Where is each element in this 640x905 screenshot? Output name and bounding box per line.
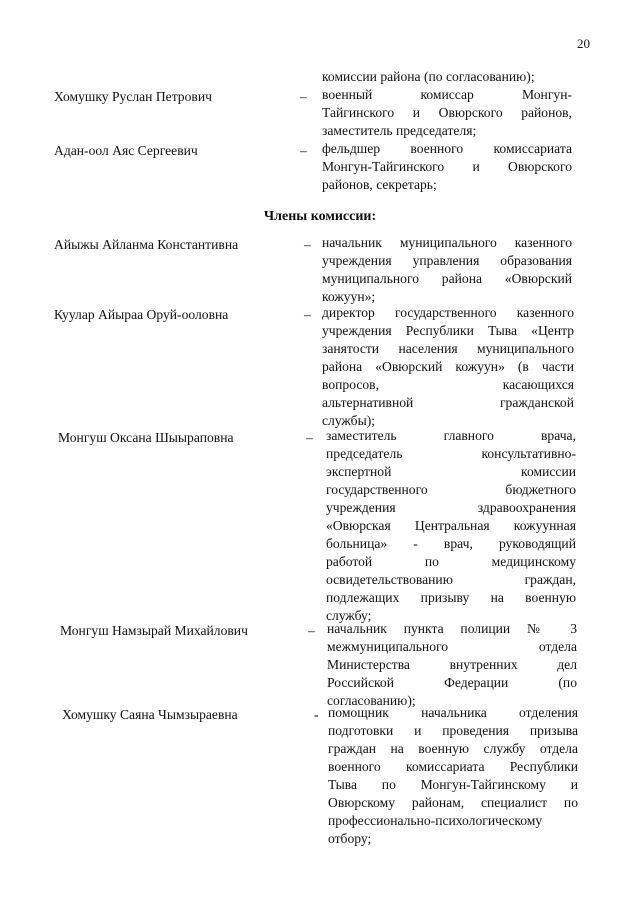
person-role xyxy=(322,140,572,194)
person-name: Монгуш Оксана Шыыраповна xyxy=(58,430,234,445)
person-name: Айыжы Айланма Константивна xyxy=(54,237,239,252)
role-line: Российской Федерации (по xyxy=(327,675,577,690)
role-line: больница» - врач, руководящий xyxy=(326,536,576,551)
role-line: Монгун-Тайгинского и Овюрского xyxy=(322,159,572,174)
role-line: профессионально-психологическому xyxy=(328,813,543,828)
role-line: военный комиссар Монгун- xyxy=(322,87,572,102)
dash: - xyxy=(314,707,319,722)
dash: – xyxy=(306,430,313,445)
role-line: альтернативной гражданской xyxy=(322,395,574,410)
person-name: Хомушку Руслан Петрович xyxy=(54,89,212,104)
role-line: занятости населения муниципального xyxy=(322,341,574,356)
role-line: граждан на военную службу отдела xyxy=(328,741,578,756)
role-line: районов, секретарь; xyxy=(322,177,437,192)
role-line: учреждения Республики Тыва «Центр xyxy=(322,323,574,338)
role-line: заместитель председателя; xyxy=(322,123,477,138)
role-line: экспертной комиссии xyxy=(326,464,576,479)
role-line: помощник начальника отделения xyxy=(328,705,578,720)
role-line: начальник пункта полиции № 3 xyxy=(327,621,577,636)
role-line: службу; xyxy=(326,608,372,623)
role-line: военного комиссариата Республики xyxy=(328,759,578,774)
role-line: «Овюрская Центральная кожуунная xyxy=(326,518,576,533)
members-heading: Члены комиссии: xyxy=(263,209,377,224)
dash: – xyxy=(300,143,307,158)
person-name: Куулар Айыраа Оруй-ооловна xyxy=(54,307,229,322)
role-line: отбору; xyxy=(328,831,372,846)
role-line: подготовки и проведения призыва xyxy=(328,723,578,738)
role-line: работой по медицинскому xyxy=(326,554,576,569)
role-line: кожуун»; xyxy=(322,289,376,304)
role-line: освидетельствованию граждан, xyxy=(326,572,576,587)
role-line: начальник муниципального казенного xyxy=(322,235,572,250)
role-line: согласованию); xyxy=(327,693,416,708)
role-line: службы); xyxy=(322,413,376,428)
person-role xyxy=(322,304,574,430)
dash: – xyxy=(304,307,311,322)
dash: – xyxy=(304,237,311,252)
role-line: государственного бюджетного xyxy=(326,482,576,497)
role-line: Овюрскому районам, специалист по xyxy=(328,795,578,810)
page-number: 20 xyxy=(577,36,590,51)
role-line: муниципального района «Овюрский xyxy=(322,271,572,286)
person-role xyxy=(322,86,572,140)
role-line: председатель консультативно- xyxy=(326,446,576,461)
role-line: учреждения управления образования xyxy=(322,253,572,268)
role-line: межмуниципального отдела xyxy=(327,639,577,654)
person-name: Монгуш Намзырай Михайлович xyxy=(60,623,248,638)
role-line: фельдшер военного комиссариата xyxy=(322,141,572,156)
dash: – xyxy=(308,623,315,638)
person-role xyxy=(327,620,577,710)
person-name: Адан-оол Аяс Сергеевич xyxy=(54,143,198,158)
dash: – xyxy=(300,89,307,104)
role-line: учреждения здравоохранения xyxy=(326,500,576,515)
role-line: заместитель главного врача, xyxy=(326,428,576,443)
person-role xyxy=(322,234,572,306)
role-line: директор государственного казенного xyxy=(322,305,574,320)
role-line: Министерства внутренних дел xyxy=(327,657,577,672)
person-name: Хомушку Саяна Чымзыраевна xyxy=(62,707,238,722)
continuation-line: комиссии района (по согласованию); xyxy=(322,69,535,84)
role-line: района «Овюрский кожуун» (в части xyxy=(322,359,574,374)
role-line: подлежащих призыву на военную xyxy=(326,590,576,605)
role-line: Тыва по Монгун-Тайгинскому и xyxy=(328,777,578,792)
role-line: Тайгинского и Овюрского районов, xyxy=(322,105,572,120)
role-line: вопросов, касающихся xyxy=(322,377,574,392)
person-role xyxy=(326,427,576,625)
person-role xyxy=(328,704,578,848)
